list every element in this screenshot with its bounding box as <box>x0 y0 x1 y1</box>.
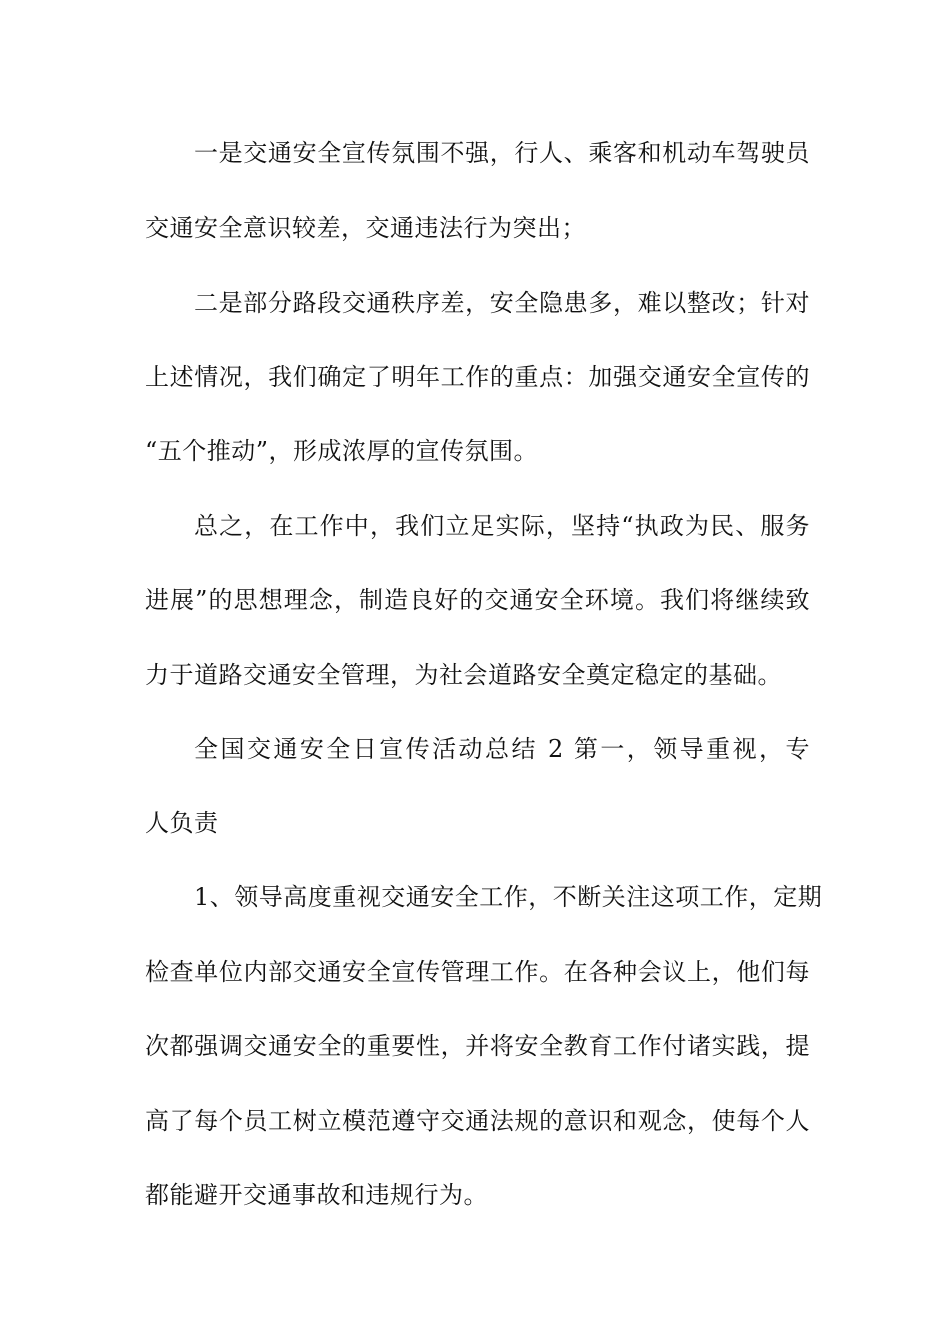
section-heading-line <box>194 729 810 769</box>
paragraph-line-10: 1、领导高度重视交通安全工作，不断关注这项工作，定期 <box>194 883 823 911</box>
paragraph-line-7: 进展”的思想理念，制造良好的交通安全环境。我们将继续致 <box>145 586 810 614</box>
paragraph-line-6: 总之，在工作中，我们立足实际，坚持“执政为民、服务 <box>194 512 810 540</box>
paragraph-line-2: 交通安全意识较差，交通违法行为突出； <box>145 214 586 242</box>
paragraph-line-1: 一是交通安全宣传氛围不强，行人、乘客和机动车驾驶员 <box>194 139 810 167</box>
paragraph-line-3: 二是部分路段交通秩序差，安全隐患多，难以整改；针对 <box>194 289 810 317</box>
paragraph-line-8: 力于道路交通安全管理，为社会道路安全奠定稳定的基础。 <box>145 661 782 689</box>
paragraph-line-9: 人负责 <box>145 809 219 837</box>
section-title: 全国交通安全日宣传活动总结 2 <box>194 735 564 763</box>
paragraph-line-12: 次都强调交通安全的重要性，并将安全教育工作付诸实践，提 <box>145 1032 810 1060</box>
section-subtitle: 第一，领导重视，专 <box>573 735 810 763</box>
paragraph-line-13: 高了每个员工树立模范遵守交通法规的意识和观念，使每个人 <box>145 1107 810 1135</box>
paragraph-line-5: “五个推动”，形成浓厚的宣传氛围。 <box>145 437 539 465</box>
paragraph-line-4: 上述情况，我们确定了明年工作的重点：加强交通安全宣传的 <box>145 363 810 391</box>
paragraph-line-11: 检查单位内部交通安全宣传管理工作。在各种会议上，他们每 <box>145 958 810 986</box>
paragraph-line-14: 都能避开交通事故和违规行为。 <box>145 1181 488 1209</box>
